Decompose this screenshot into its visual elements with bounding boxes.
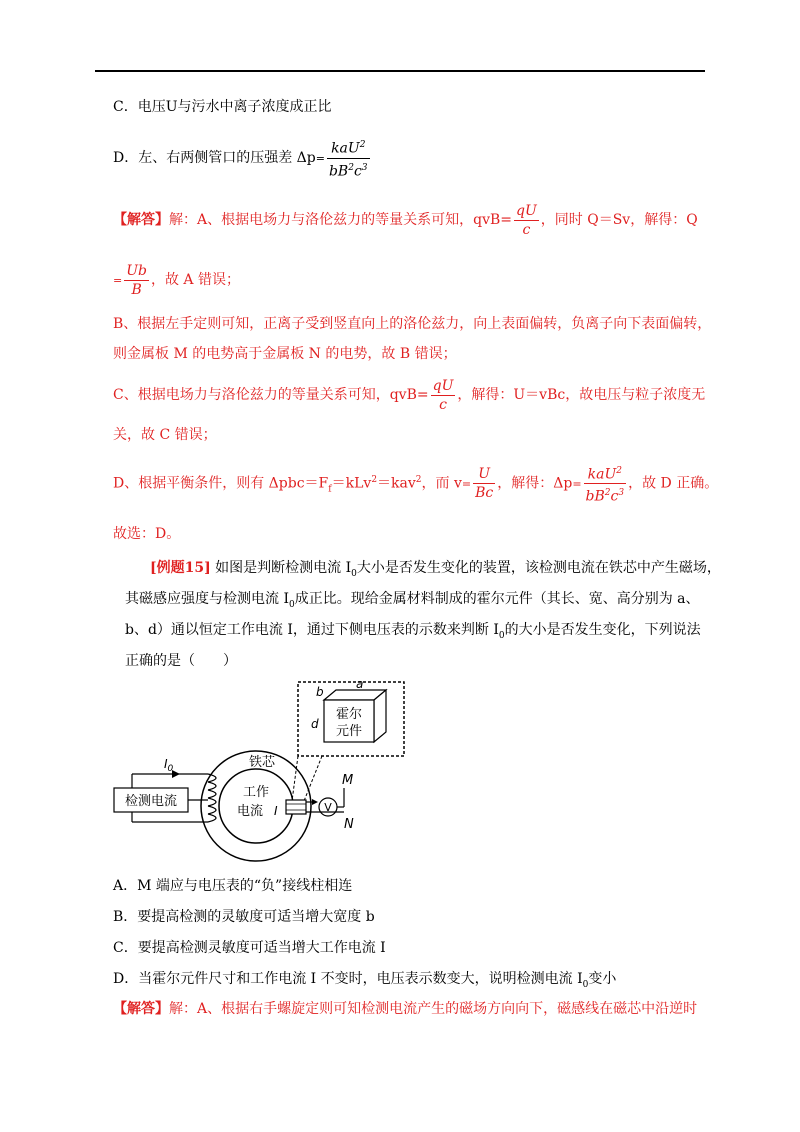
label-a: a [356, 677, 364, 691]
answer1-line7: D、根据平衡条件，则有 $\Delta pbc=F_f=kLv^2=kav^2$，而 v= $\frac{U}{Bc}$ ，解得：Δp= $\frac{kaU^2}{bB^2c^3}$ ，故 D 正确。 [113, 460, 718, 509]
coil [208, 774, 216, 822]
header-rule [95, 70, 705, 72]
option-b: B．要提高检测的灵敏度可适当增大宽度 b [113, 909, 375, 925]
answer1-conclusion: 故选：D。 [113, 526, 181, 542]
work-label-i: I [274, 804, 278, 818]
hall-element-small [286, 800, 306, 814]
example15-line4: 正确的是（ ） [125, 653, 237, 669]
work-label-1: 工作 [242, 785, 270, 800]
answer1-line6: 关，故 C 错误； [113, 427, 217, 443]
voltmeter-label: V [324, 801, 332, 814]
label-m: M [342, 773, 354, 788]
example15-line1: [例题15] 如图是判断检测电流 $I_0$大小是否发生变化的装置，该检测电流在铁芯中产生磁场， [150, 560, 721, 579]
answer1-line4: 则金属板 M 的电势高于金属板 N 的电势，故 B 错误； [113, 346, 457, 362]
option-d-prev: D．左、右两侧管口的压强差 Δp= $\frac{kaU^2}{bB^2c^3}$ [113, 136, 372, 180]
work-label-2: 电流 [236, 804, 264, 819]
example15-line3: b、d）通以恒定工作电流 I，通过下侧电压表的示数来判断 $I_0$的大小是否发生变化，下列说法 [125, 622, 701, 641]
detect-label: 检测电流 [124, 794, 178, 809]
label-b: b [316, 685, 324, 699]
hall-block-side [374, 690, 386, 742]
answer-tag: 【解答】 [113, 212, 169, 228]
option-c-prev: C．电压U与污水中离子浓度成正比 [113, 99, 332, 115]
answer1-line1: 【解答】解：A、根据电场力与洛伦兹力的等量关系可知，qvB= $\frac{qU}{c}$ ，同时 Q＝Sv，解得：Q [113, 202, 698, 238]
answer2-tag: 【解答】 [113, 1001, 169, 1017]
option-d: D．当霍尔元件尺寸和工作电流 I 不变时，电压表示数变大，说明检测电流 $I_0$变小 [113, 971, 617, 990]
answer1-line2: = $\frac{Ub}{B}$ ，故 A 错误； [113, 262, 240, 298]
example15-line2: 其磁感应强度与检测电流 $I_0$成正比。现给金属材料制成的霍尔元件（其长、宽、高分别为 a、 [125, 591, 700, 610]
example-tag: [例题15] [150, 560, 211, 576]
label-n: N [344, 817, 354, 832]
pressure-fraction: $\frac{kaU^2}{bB^2c^3}$ [327, 136, 370, 180]
hall-label-1: 霍尔 [335, 707, 363, 722]
core-label: 铁芯 [248, 755, 276, 770]
answer2-line1: 【解答】解：A、根据右手螺旋定则可知检测电流产生的磁场方向向下，磁感线在磁芯中沿逆时 [113, 1001, 698, 1017]
answer1-line5: C、根据电场力与洛伦兹力的等量关系可知，qvB= $\frac{qU}{c}$ ，解得：U＝vBc，故电压与粒子浓度无 [113, 377, 706, 413]
i0-label: $I_0$ [164, 757, 174, 774]
option-a: A．M 端应与电压表的“负”接线柱相连 [113, 878, 353, 894]
hall-sensor-diagram [112, 676, 412, 866]
hall-label-2: 元件 [335, 724, 363, 739]
label-d: d [311, 717, 319, 731]
option-c: C．要提高检测灵敏度可适当增大工作电流 I [113, 940, 386, 956]
answer1-line3: B、根据左手定则可知，正离子受到竖直向上的洛伦兹力，向上表面偏转，负离子向下表面偏转， [113, 316, 712, 332]
